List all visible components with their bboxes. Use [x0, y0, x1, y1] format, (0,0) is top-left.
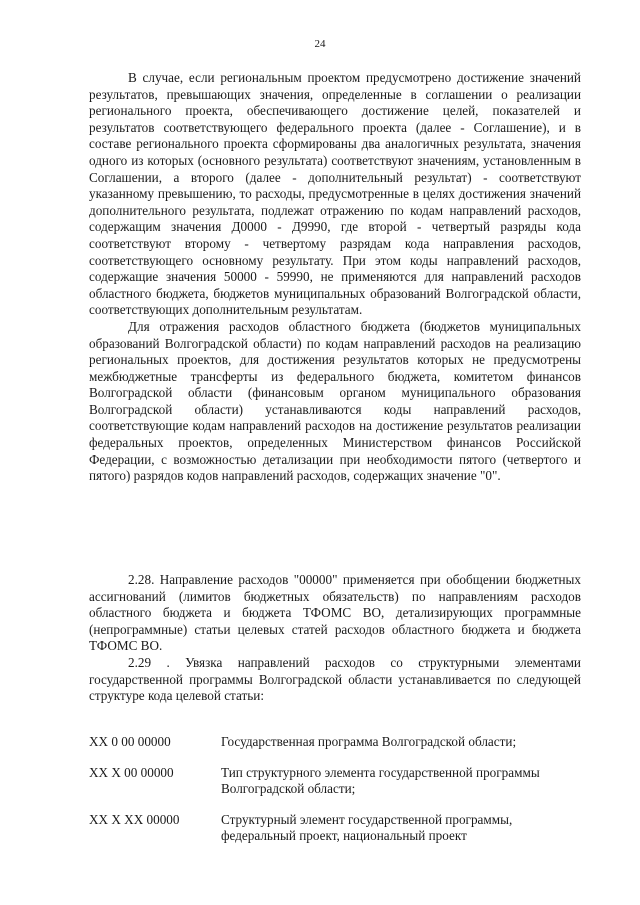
text-block-top — [89, 70, 581, 485]
paragraph-2-28: 2.28. Направление расходов "00000" применяется при обобщении бюджетных ассигнований (лимитов бюджетных обязательств) по направлениям расходов областного бюджета и бюджета ТФОМС ВО, детализирующих программные (непрограммные) статьи целевых статей расходов областного бюджета и бюджета ТФОМС ВО. — [89, 572, 581, 654]
code-description: Структурный элемент государственной программы, федеральный проект, национальный проект — [221, 811, 513, 844]
text-block-bottom — [89, 572, 581, 705]
paragraph-expense-reflection: Для отражения расходов областного бюджета (бюджетов муниципальных образований Волгоградской области) по кодам направлений расходов на реализацию региональных проектов, для достижения результатов которых не предусмотрены межбюджетные трансферты из федерального бюджета, комитетом финансов Волгоградской области (финансовым органом муниципального образования Волгоградской области) устанавливаются коды направлений расходов, соответствующие кодам направлений расходов на достижение результатов реализации федеральных проектов, определенных Министерством финансов Российской Федерации, с возможностью детализации при необходимости пятого (четвертого и пятого) разрядов кодов направлений расходов, содержащих значение "0". — [89, 318, 581, 484]
page-number: 24 — [314, 38, 326, 50]
code-description: Государственная программа Волгоградской области; — [221, 734, 517, 749]
paragraph-regional-projects: В случае, если региональным проектом предусмотрено достижение значений результатов, превышающих значения, определенные в соглашении о реализации регионального проекта, обеспечивающего достижение целей, показателей и результатов соответствующего федерального проекта (далее - Соглашение), и в составе регионального проекта сформированы два аналогичных результата, значения одного из которых (основного результата) соответствуют значениям, установленным в Соглашении, а второго (далее - дополнительный результат) - соответствуют указанному превышению, то расходы, предусмотренные в целях достижения значений дополнительного результата, подлежат отражению по кодам направлений расходов, содержащим значения Д0000 - Д9990, где второй - четвертый разряды кода соответствуют второму - четвертому разрядам кода направления расходов, соответствующего основному результату. При этом коды направлений расходов, содержащие значения 50000 - 59990, не применяются для направлений расходов областного бюджета, бюджетов муниципальных образований Волгоградской области, соответствующих дополнительным результатам. — [89, 70, 581, 318]
code-description: Тип структурного элемента государственной программы Волгоградской области; — [221, 764, 540, 797]
paragraph-2-29: 2.29 . Увязка направлений расходов со структурными элементами государственной программы Волгоградской области устанавливается по следующей структуре кода целевой статьи: — [89, 654, 581, 704]
code-value: XX X 00 00000 — [89, 764, 174, 780]
code-value: XX X XX 00000 — [89, 811, 180, 827]
code-row — [89, 812, 589, 845]
code-structure-list — [89, 734, 589, 859]
code-row — [89, 765, 589, 798]
code-value: XX 0 00 00000 — [89, 734, 171, 749]
code-row — [89, 734, 589, 751]
